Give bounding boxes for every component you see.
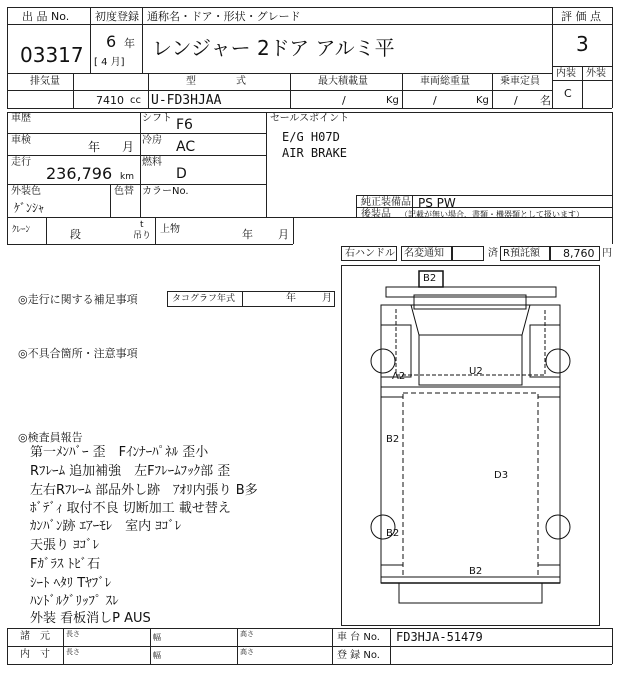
rating-value: 3 [576,32,589,56]
max-load-label: 最大積載量 [318,76,368,87]
inspection-year: 年 [88,140,101,154]
recycle-label: R預託額 [503,248,540,259]
shift-label: シフト [142,113,172,124]
cargo-bed-inner [403,393,538,577]
driving-notes-label: ◎走行に関する補足事項 [18,293,138,306]
history-label: 車歴 [11,113,31,124]
diagram-label-mirror: B2 [423,273,437,284]
diagram-label-rear: B2 [469,566,483,577]
gross-weight-label: 車両総重量 [420,76,470,87]
gross-weight-unit: Kg [476,95,489,106]
height-label-2: 高さ [240,648,254,656]
truck-diagram [341,265,600,626]
lift-year: 年 [242,228,253,241]
ac-value: AC [176,139,196,155]
length-label-1: 長さ [66,630,80,638]
tachograph-month: 月 [322,293,332,304]
inspector-line-3: 左右Rﾌﾚｰﾑ 部品外し跡 ｱｵﾘ内張り B多 [30,483,258,498]
length-label-2: 長さ [66,648,80,656]
sales-point-1: E/G H07D [282,130,340,144]
mileage-value: 236,796 [46,164,113,183]
sales-point-2: AIR BRAKE [282,146,348,160]
cargo-bed [381,387,560,583]
front-right-wheel [546,349,570,373]
crane-label: ｸﾚｰﾝ [12,225,31,235]
interior-label: 内装 [556,68,576,79]
recycle-value: 8,760 [563,247,595,260]
rating-label: 評 価 点 [561,10,601,23]
exterior-color-value: ｹﾞﾝｼｬ [14,201,45,215]
crane-stage: 段 [70,228,81,241]
gross-weight-slash: / [433,94,437,107]
diagram-label-left-panel: B2 [386,434,400,445]
name-label: 通称名・ドア・形状・グレード [147,10,301,23]
inspector-line-10: 外装 看板消しP AUS [30,611,151,626]
rear-right-wheel [546,515,570,539]
tachograph-year: 年 [286,293,296,304]
aftermarket-label: 後装品 [361,209,391,220]
chassis-value: FD3HJA-51479 [396,630,483,644]
exterior-label: 外装 [586,68,606,79]
inspector-line-5: ｶﾝﾊﾞﾝ跡 ｴｱｰﾓﾚ 室内 ﾖｺﾞﾚ [30,519,182,534]
name-change-label: 名変通知 [404,248,444,259]
diagram-label-roof: U2 [469,366,483,377]
inspector-line-4: ﾎﾞﾃﾞｨ 取付不良 切断加工 載せ替え [30,501,231,516]
yen-unit: 円 [602,248,612,259]
model-label: 型 式 [186,76,246,87]
ac-label: 冷房 [142,135,162,146]
standard-equipment-label: 純正装備品 [361,197,411,208]
inspector-line-8: ｼｰﾄ ﾍﾀﾘ Tﾔﾌﾞﾚ [30,576,112,591]
registration-label: 登 録 No. [337,650,380,661]
first-reg-year-unit: 年 [124,37,135,50]
model-value: U-FD3HJAA [151,93,222,108]
displacement-label: 排気量 [30,76,60,87]
displacement-value: 7410 [96,94,124,107]
fuel-label: 燃料 [142,157,162,168]
capacity-label: 乗車定員 [500,76,540,87]
inspector-line-7: Fｶﾞﾗｽ ﾄﾋﾞ石 [30,557,101,572]
width-label-1: 幅 [153,633,161,642]
aftermarket-note: （記載が無い場合、書類・機器類として扱います） [400,210,584,219]
diagram-label-left-rear: B2 [386,528,400,539]
crane-tons: t [140,220,144,230]
displacement-unit: cc [130,95,141,106]
car-name: レンジャー 2ドア アルミ平 [152,36,395,60]
shift-value: F6 [176,117,193,133]
lot-no-label: 出 品 No. [22,10,70,23]
inspection-month: 月 [122,140,135,154]
front-left-wheel [371,349,395,373]
standard-equipment-value: PS PW [418,196,456,210]
defects-label: ◎不具合箇所・注意事項 [18,347,138,360]
right-handle-label: 右ハンドル [345,248,395,259]
inspection-label: 車検 [11,135,31,146]
width-label-2: 幅 [153,651,161,660]
tachograph-label: タコグラフ年式 [172,294,236,304]
exterior-color-label: 外装色 [11,186,41,197]
recycle-prefix: 済 [488,248,498,259]
mileage-label: 走行 [11,157,31,168]
right-door [530,325,560,377]
fuel-value: D [176,166,187,182]
inspector-line-6: 天張り ﾖｺﾞﾚ [30,538,100,553]
color-change-label: 色替 [114,186,134,197]
first-reg-month: [ 4 月] [94,57,125,68]
roof-panel [419,335,522,385]
inspector-line-9: ﾊﾝﾄﾞﾙｸﾞﾘｯﾌﾟ ｽﾚ [30,594,119,609]
crane-hang: 吊り [133,231,152,241]
uchinori-label: 内 寸 [20,649,50,660]
max-load-slash: / [342,94,346,107]
inspector-line-1: 第一ﾒﾝﾊﾞｰ 歪 Fｲﾝﾅｰﾊﾟﾈﾙ 歪小 [30,445,209,460]
inspector-report-label: ◎検査員報告 [18,431,83,444]
height-label-1: 高さ [240,630,254,638]
interior-value: C [564,87,572,100]
lot-no-value: 03317 [20,43,84,67]
rear-bumper [399,583,542,603]
lift-label: 上物 [160,224,180,235]
capacity-unit: 名 [540,94,551,107]
sales-point-label: セールスポイント [270,113,350,124]
inspector-line-2: Rﾌﾚｰﾑ 追加補強 左Fﾌﾚｰﾑﾌｯｸ部 歪 [30,464,231,479]
diagram-label-bed: D3 [494,470,509,481]
diagram-label-left-cab: A2 [392,371,406,382]
first-reg-year: 6 [106,32,117,51]
chassis-label: 車 台 No. [337,632,380,643]
mileage-unit: km [120,172,134,182]
lift-month: 月 [278,228,289,241]
first-reg-label: 初度登録 [95,10,139,23]
max-load-unit: Kg [386,95,399,106]
capacity-slash: / [514,94,518,107]
color-number-label: カラーNo. [142,186,189,197]
moroshi-label: 諸 元 [20,631,50,642]
